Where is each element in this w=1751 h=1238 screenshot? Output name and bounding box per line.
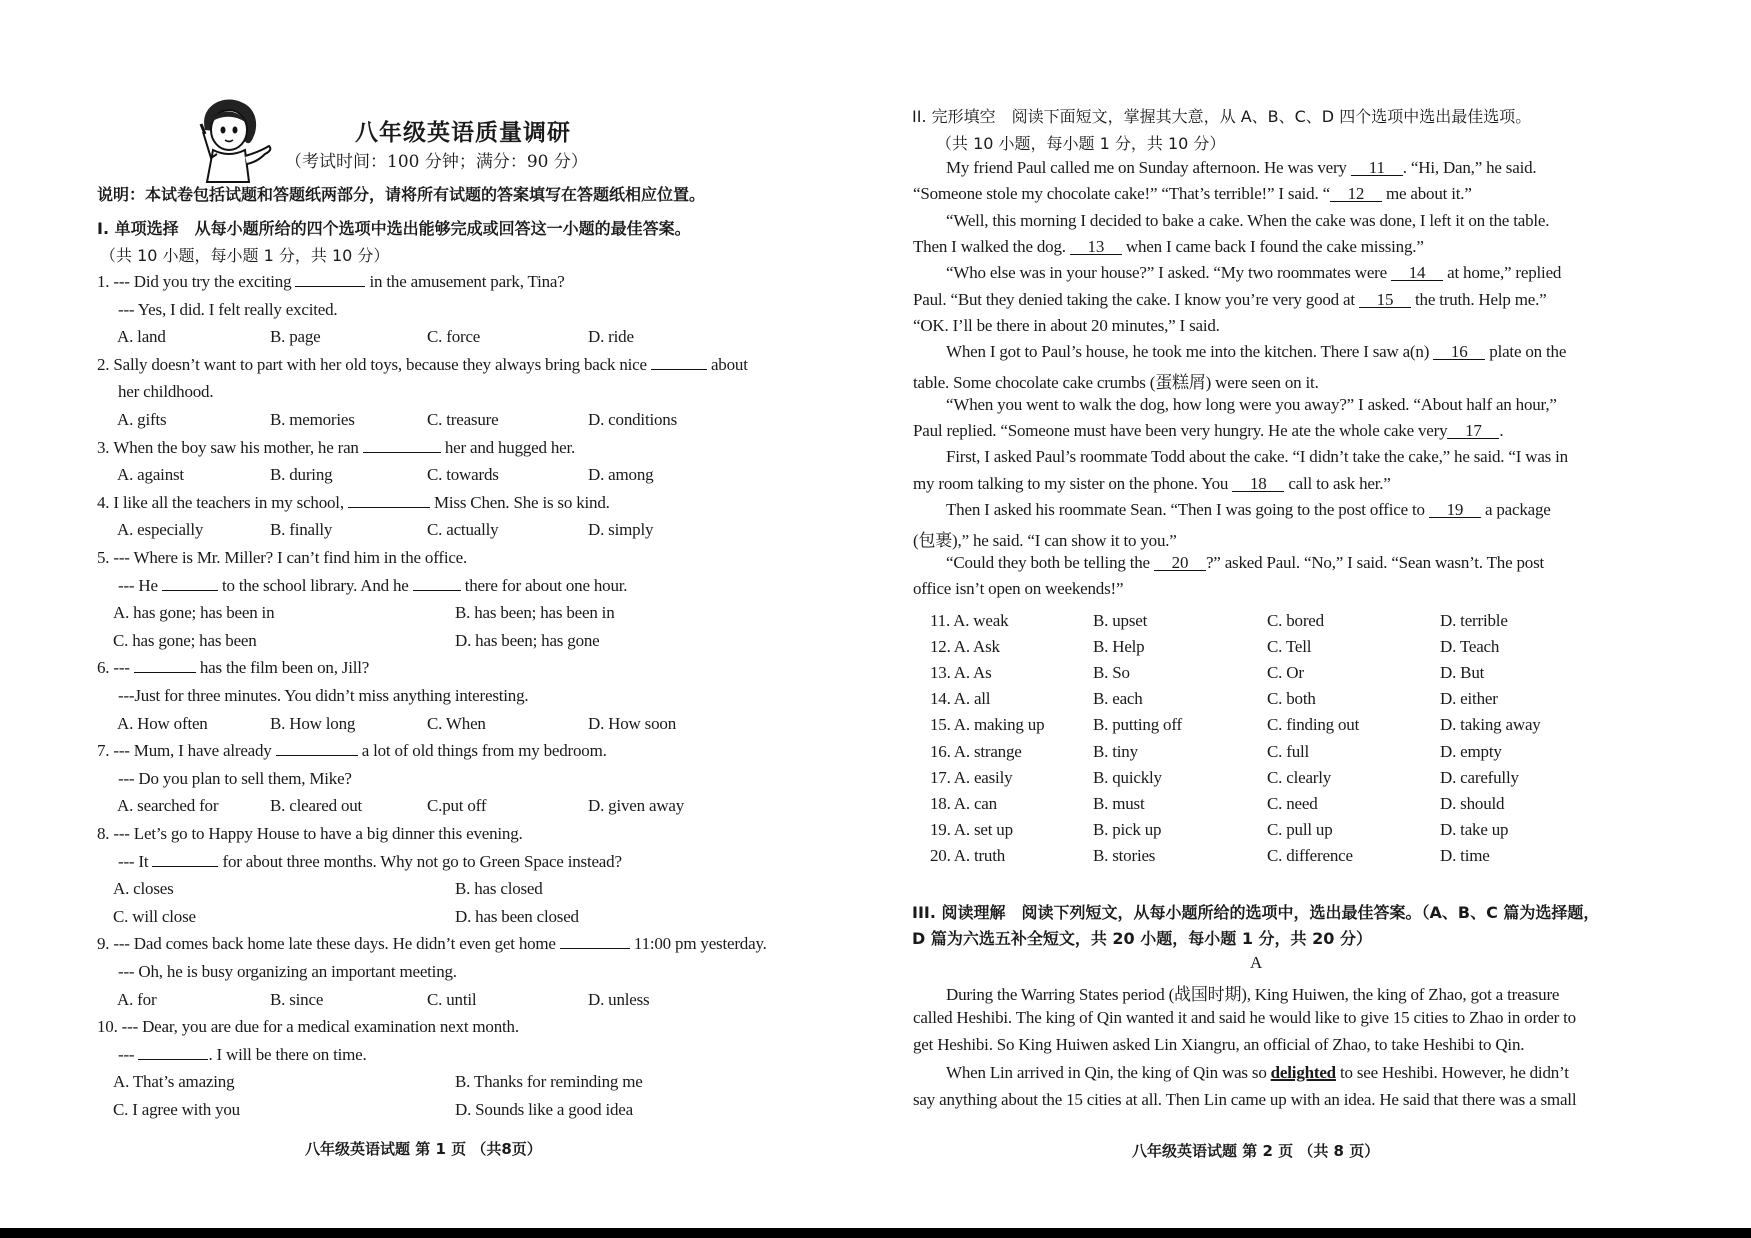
answer-blank [363,438,441,453]
question-text: her childhood. [118,382,214,402]
passage-line [913,368,1672,393]
cloze-option: 14. A. all [930,689,991,709]
answer-option: C.put off [427,796,487,816]
question-line [118,852,622,872]
question-number: 7. [97,741,110,761]
answer-option: A. searched for [117,796,219,816]
question-text: a lot of old things from my bedroom. [357,741,607,761]
answer-blank [651,355,707,370]
question-line [118,962,457,982]
cloze-option: C. difference [1267,845,1353,865]
cloze-option: D. take up [1440,819,1509,839]
answer-option: D. simply [588,520,654,540]
question-text: --- Mum, I have already [113,741,276,761]
answer-option: C. When [427,713,486,733]
question-text: her and hugged her. [440,437,576,457]
passage-line [913,237,1672,257]
cloze-blank-13: 13 [1070,240,1122,255]
question-number: 10. [97,1017,118,1037]
question-number: 8. [97,824,110,843]
cloze-option: B. Help [1093,637,1145,657]
passage-line [913,421,1672,441]
cloze-option: B. each [1093,689,1143,709]
question-line [118,769,352,789]
question-number: 9. [97,934,110,954]
question-text: --- Dad comes back home late these days. He didn’t even get home [113,934,560,954]
cloze-option: D. terrible [1440,611,1508,630]
answer-option: B. has been; has been in [455,603,615,623]
answer-option: B. since [270,989,324,1009]
passage-line [913,1090,1672,1110]
question-number: 6. [97,658,110,678]
question-text: Sally doesn’t want to part with her old toys, because they always bring back nice [113,354,651,374]
passage-line [946,211,1672,231]
question-text: --- Let’s go to Happy House to have a big dinner this evening. [113,824,523,843]
passage-text: “When you went to walk the dog, how long were you away?” I asked. “About half an hour,” [946,394,1557,414]
question-number: 1. [97,272,110,291]
passage-text: “Who else was in your house?” I asked. “My two roommates were [946,263,1392,283]
answer-option: B. memories [270,410,355,429]
answer-option: D. How soon [588,713,676,733]
question-line [97,355,748,375]
cloze-blank-19: 19 [1429,503,1481,518]
question-number: 4. [97,492,110,512]
question-text: --- [118,1044,139,1064]
question-line [97,548,467,568]
answer-option: B. finally [270,520,333,540]
question-number: 3. [97,437,110,457]
passage-text: Then I asked his roommate Sean. “Then I was going to the post office to [946,499,1429,519]
answer-option: A. land [117,327,166,347]
answer-option: A. especially [117,520,204,540]
passage-text: . [1499,421,1504,440]
passage-line [946,500,1672,520]
answer-option: A. gifts [117,410,167,429]
passage-text: (包裹),” he said. “I can show it to you.” [913,531,1177,551]
passage-text: called Heshibi. The king of Qin wanted it and said he would like to give 15 cities to Zhao in order to [913,1007,1576,1027]
passage-line [946,395,1672,415]
question-text: --- [113,658,134,678]
question-text: has the film been on, Jill? [195,658,370,678]
section-3-heading-line-2: D 篇为六选五补全短文，共 20 小题，每小题 1 分，共 20 分） [912,929,1372,948]
cloze-option: B. pick up [1093,819,1162,839]
question-text: --- Dear, you are due for a medical examination next month. [121,1017,519,1037]
cloze-option: C. clearly [1267,767,1332,787]
cloze-option: B. upset [1093,611,1148,630]
answer-blank [134,658,196,673]
cloze-blank-17: 17 [1447,424,1499,439]
answer-option: D. ride [588,327,634,347]
cloze-option: 18. A. can [930,793,997,813]
cloze-option: D. carefully [1440,767,1519,787]
cloze-option: D. time [1440,845,1490,865]
passage-text: Then I walked the dog. [913,236,1070,256]
question-line [118,686,528,706]
question-text: I like all the teachers in my school, [113,492,348,512]
passage-line [913,290,1672,310]
answer-option: B. How long [270,713,356,733]
question-text: to the school library. And he [217,575,413,595]
passage-text: “Well, this morning I decided to bake a cake. When the cake was done, I left it on the table. [946,210,1550,230]
passage-line [913,316,1672,336]
passage-text: During the Warring States period (战国时期), King Huiwen, the king of Zhao, got a treasure [946,985,1560,1004]
answer-option: C. towards [427,465,499,485]
passage-text: at home,” replied [1443,263,1562,283]
cloze-option: B. putting off [1093,715,1182,735]
question-text: When the boy saw his mother, he ran [113,437,363,457]
passage-line [946,553,1672,573]
answer-option: A. closes [113,879,174,899]
passage-text: “Someone stole my chocolate cake!” “That’s terrible!” I said. “ [913,184,1330,204]
cloze-option: 17. A. easily [930,767,1013,787]
cloze-option: C. pull up [1267,819,1333,839]
answer-option: A. How often [117,713,208,733]
answer-option: B. has closed [455,879,543,899]
cloze-option: C. full [1267,741,1310,761]
passage-text: When I got to Paul’s house, he took me into the kitchen. There I saw a(n) [946,342,1434,362]
passage-text: plate on the [1485,342,1567,362]
answer-blank [138,1045,208,1060]
answer-option: C. force [427,327,481,347]
passage-line [946,263,1672,283]
answer-option: D. has been closed [455,906,579,926]
passage-text: call to ask her.” [1284,473,1391,493]
cloze-option: C. finding out [1267,715,1360,735]
cloze-option: 11. A. weak [930,611,1009,630]
passage-line [946,447,1672,467]
answer-option: C. until [427,989,477,1009]
answer-option: B. page [270,327,321,347]
answer-option: A. for [117,989,157,1009]
underlined-word: delighted [1270,1062,1336,1082]
passage-text: “Could they both be telling the [946,552,1154,572]
cloze-option: D. empty [1440,741,1502,761]
passage-line [946,1063,1672,1083]
question-number: 5. [97,548,110,567]
passage-text: get Heshibi. So King Huiwen asked Lin Xiangru, an official of Zhao, to take Heshibi to Qin. [913,1035,1525,1054]
question-text: --- He [118,575,162,595]
question-line [97,438,575,458]
cloze-option: D. But [1440,663,1485,683]
question-text: --- Yes, I did. I felt really excited. [118,299,338,319]
question-text: --- Oh, he is busy organizing an important meeting. [118,962,457,981]
question-text: . I will be there on time. [208,1044,367,1064]
cloze-option: 19. A. set up [930,819,1013,839]
page-2-footer: 八年级英语试题 第 2 页 （共 8 页） [1132,1142,1380,1160]
passage-text: My friend Paul called me on Sunday afternoon. He was very [946,158,1351,177]
section-3-heading: III. 阅读理解 阅读下列短文，从每小题所给的选项中，选出最佳答案。（A、B、C 篇为选择题， [912,903,1600,922]
cloze-blank-15: 15 [1359,293,1411,308]
answer-blank [152,852,218,867]
answer-blank [348,493,430,508]
answer-blank [295,272,365,287]
passage-line [913,526,1672,551]
cloze-option: B. stories [1093,845,1156,865]
passage-text: Paul replied. “Someone must have been very hungry. He ate the whole cake very [913,421,1448,440]
answer-option: C. actually [427,520,499,540]
question-text: --- Where is Mr. Miller? I can’t find him in the office. [113,548,468,567]
passage-a-label: A [1250,953,1263,972]
answer-option: C. has gone; has been [113,630,257,650]
passage-line [913,1008,1672,1028]
page-1-footer: 八年级英语试题 第 1 页 （共8页） [305,1140,542,1158]
passage-text: me about it.” [1381,184,1472,204]
question-line [118,382,213,402]
section-1-scoring: （共 10 小题，每小题 1 分，共 10 分） [100,246,390,265]
cloze-option: D. either [1440,689,1498,709]
question-text: --- Do you plan to sell them, Mike? [118,768,352,788]
question-line [97,741,607,761]
passage-text: . “Hi, Dan,” he said. [1402,158,1537,177]
section-2-heading: II. 完形填空 阅读下面短文，掌握其大意，从 A、B、C、D 四个选项中选出最佳选项。 [912,107,1532,126]
passage-text: When Lin arrived in Qin, the king of Qin was so [946,1062,1271,1082]
passage-text: the truth. Help me.” [1410,289,1547,309]
answer-blank [162,576,218,591]
cloze-blank-12: 12 [1330,187,1382,202]
question-line [118,300,337,320]
cloze-option: D. should [1440,793,1505,813]
answer-option: D. Sounds like a good idea [455,1100,633,1119]
answer-option: C. I agree with you [113,1100,240,1119]
passage-text: ?” asked Paul. “No,” I said. “Sean wasn’t. The post [1205,552,1545,572]
cloze-blank-16: 16 [1433,345,1485,360]
passage-text: “OK. I’ll be there in about 20 minutes,” I said. [913,315,1220,335]
answer-option: D. unless [588,989,650,1009]
cloze-option: D. taking away [1440,715,1541,735]
answer-option: A. That’s amazing [113,1072,235,1092]
cloze-option: C. Or [1267,663,1304,683]
answer-option: D. given away [588,796,685,816]
question-text: 11:00 pm yesterday. [629,934,767,954]
answer-option: A. against [117,465,184,485]
cartoon-girl-icon [183,92,275,184]
exam-title: 八年级英语质量调研 [355,120,571,146]
passage-text: office isn’t open on weekends!” [913,578,1124,598]
question-line [97,272,565,292]
passage-line [913,1035,1672,1055]
question-line [118,1045,367,1065]
section-2-scoring: （共 10 小题，每小题 1 分，共 10 分） [936,134,1226,153]
passage-text: a package [1480,499,1551,519]
answer-option: D. has been; has gone [455,630,600,650]
scan-bottom-border [0,1228,1751,1238]
question-text: there for about one hour. [460,575,628,595]
question-text: --- Did you try the exciting [113,272,296,291]
cloze-option: D. Teach [1440,637,1500,657]
question-text: in the amusement park, Tina? [365,272,565,291]
cloze-option: B. tiny [1093,741,1138,761]
question-line [97,493,610,513]
question-text: --- It [118,851,153,871]
cloze-blank-20: 20 [1154,556,1206,571]
instructions: 说明：本试卷包括试题和答题纸两部分，请将所有试题的答案填写在答题纸相应位置。 [97,185,706,204]
passage-line [946,158,1672,178]
answer-option: D. among [588,465,654,485]
answer-blank [560,934,630,949]
exam-subtitle: （考试时间：100 分钟；满分：90 分） [285,152,588,172]
cloze-option: 13. A. As [930,663,992,683]
question-line [118,576,627,596]
passage-line [913,184,1672,204]
passage-text: table. Some chocolate cake crumbs (蛋糕屑) were seen on it. [913,373,1319,393]
question-line [97,658,369,678]
answer-blank [413,576,461,591]
cloze-option: 20. A. truth [930,845,1006,865]
passage-text: Paul. “But they denied taking the cake. I know you’re very good at [913,289,1359,309]
cloze-option: B. quickly [1093,767,1162,787]
answer-option: C. will close [113,906,196,926]
passage-line [946,980,1672,1005]
cloze-option: 15. A. making up [930,715,1045,735]
passage-line [946,342,1672,362]
passage-text: say anything about the 15 cities at all. Then Lin came up with an idea. He said that there was a small [913,1090,1577,1109]
passage-line [913,474,1672,494]
answer-option: A. has gone; has been in [113,603,275,623]
question-number: 2. [97,354,110,374]
passage-text: my room talking to my sister on the phone. You [913,473,1233,493]
answer-option: C. treasure [427,410,499,429]
cloze-option: C. Tell [1267,637,1312,657]
question-text: Miss Chen. She is so kind. [429,492,610,512]
question-line [97,934,767,954]
cloze-option: B. So [1093,663,1130,683]
question-text: about [706,354,748,374]
cloze-blank-11: 11 [1351,161,1403,176]
cloze-option: B. must [1093,793,1145,813]
answer-option: B. during [270,465,333,485]
passage-text: to see Heshibi. However, he didn’t [1335,1062,1569,1082]
cloze-blank-14: 14 [1391,266,1443,281]
answer-option: D. conditions [588,410,678,429]
question-line [97,1017,519,1037]
answer-blank [276,741,358,756]
passage-text: when I came back I found the cake missing.” [1121,236,1424,256]
cloze-blank-18: 18 [1232,477,1284,492]
question-text: ---Just for three minutes. You didn’t miss anything interesting. [118,686,529,705]
cloze-option: C. bored [1267,611,1324,630]
question-line [97,824,523,844]
passage-text: First, I asked Paul’s roommate Todd about the cake. “I didn’t take the cake,” he said. “I was in [946,447,1568,467]
question-text: for about three months. Why not go to Green Space instead? [218,851,622,871]
cloze-option: 16. A. strange [930,741,1022,761]
section-1-heading: I. 单项选择 从每小题所给的四个选项中选出能够完成或回答这一小题的最佳答案。 [97,219,691,238]
passage-line [913,579,1672,599]
answer-option: B. Thanks for reminding me [455,1072,643,1092]
cloze-option: C. need [1267,793,1318,813]
cloze-option: 12. A. Ask [930,637,1000,657]
answer-option: B. cleared out [270,796,363,816]
cloze-option: C. both [1267,689,1316,709]
